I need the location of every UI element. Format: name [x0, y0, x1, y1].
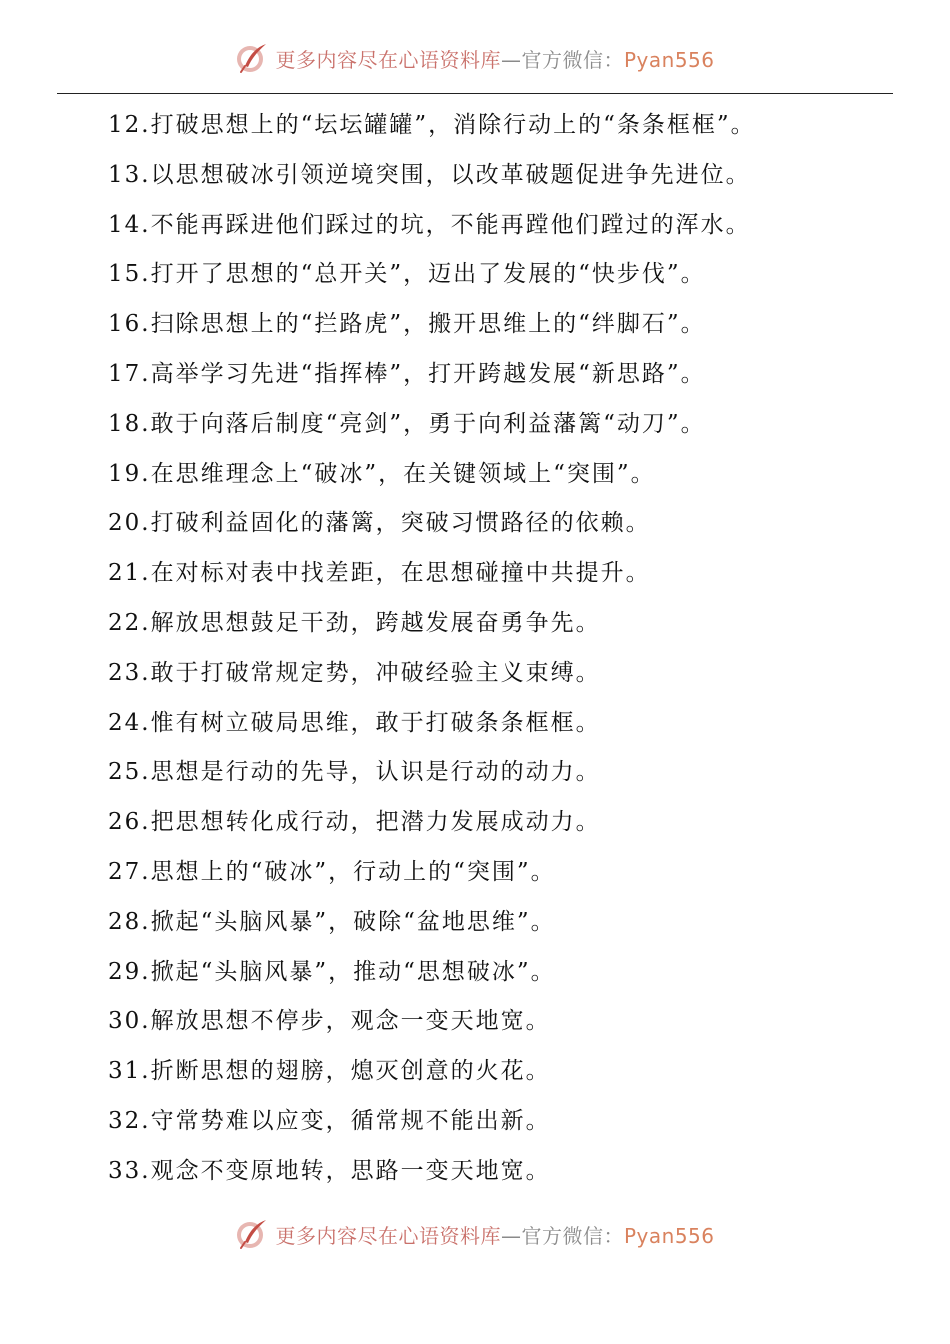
header-site-text: 更多内容尽在心语资料库 [275, 47, 501, 72]
header-wechat-id: Pyan556 [623, 47, 715, 72]
footer-banner-text [275, 1220, 714, 1249]
slogan-line: 27.思想上的“破冰”，行动上的“突围”。 [108, 858, 556, 885]
slogan-line: 30.解放思想不停步，观念一变天地宽。 [108, 1008, 551, 1035]
header-wechat-label: 官方微信： [521, 47, 624, 72]
slogan-line: 17.高举学习先进“指挥棒”，打开跨越发展“新思路”。 [108, 360, 706, 387]
header-dash: — [500, 47, 522, 72]
slogan-line: 32.守常势难以应变，循常规不能出新。 [108, 1107, 551, 1134]
slogan-line: 21.在对标对表中找差距，在思想碰撞中共提升。 [108, 560, 651, 587]
header-banner-text [275, 44, 714, 73]
slogan-list [108, 101, 898, 1197]
slogan-line: 29.掀起“头脑风暴”，推动“思想破冰”。 [108, 958, 556, 985]
header-divider [57, 93, 893, 94]
slogan-line: 28.掀起“头脑风暴”，破除“盆地思维”。 [108, 908, 556, 935]
quill-logo-icon [235, 41, 269, 75]
slogan-line: 33.观念不变原地转，思路一变天地宽。 [108, 1157, 551, 1184]
slogan-line: 24.惟有树立破局思维，敢于打破条条框框。 [108, 709, 601, 736]
footer-wechat-id: Pyan556 [623, 1223, 715, 1248]
slogan-line: 16.扫除思想上的“拦路虎”，搬开思维上的“绊脚石”。 [108, 311, 706, 338]
footer-dash: — [500, 1223, 522, 1248]
slogan-line: 12.打破思想上的“坛坛罐罐”，消除行动上的“条条框框”。 [108, 112, 756, 138]
slogan-line: 19.在思维理念上“破冰”，在关键领域上“突围”。 [108, 460, 656, 487]
slogan-line: 26.把思想转化成行动，把潜力发展成动力。 [108, 809, 601, 836]
footer-site-text: 更多内容尽在心语资料库 [275, 1223, 501, 1248]
slogan-line: 15.打开了思想的“总开关”，迈出了发展的“快步伐”。 [108, 261, 706, 288]
slogan-line: 23.敢于打破常规定势，冲破经验主义束缚。 [108, 659, 601, 686]
slogan-line: 22.解放思想鼓足干劲，跨越发展奋勇争先。 [108, 609, 601, 636]
slogan-line: 13.以思想破冰引领逆境突围，以改革破题促进争先进位。 [108, 161, 751, 188]
slogan-line: 20.打破利益固化的藩篱，突破习惯路径的依赖。 [108, 510, 651, 537]
page-footer-banner [0, 1212, 950, 1256]
footer-banner-content [235, 1217, 714, 1251]
footer-wechat-label: 官方微信： [521, 1223, 624, 1248]
quill-logo-icon [235, 1217, 269, 1251]
slogan-line: 31.折断思想的翅膀，熄灭创意的火花。 [108, 1058, 551, 1085]
slogan-line: 14.不能再踩进他们踩过的坑，不能再蹚他们蹚过的浑水。 [108, 211, 751, 238]
slogan-line: 18.敢于向落后制度“亮剑”，勇于向利益藩篱“动刀”。 [108, 410, 706, 437]
slogan-line: 25.思想是行动的先导，认识是行动的动力。 [108, 759, 601, 786]
header-banner-content [235, 41, 714, 75]
page-header-banner [0, 36, 950, 80]
